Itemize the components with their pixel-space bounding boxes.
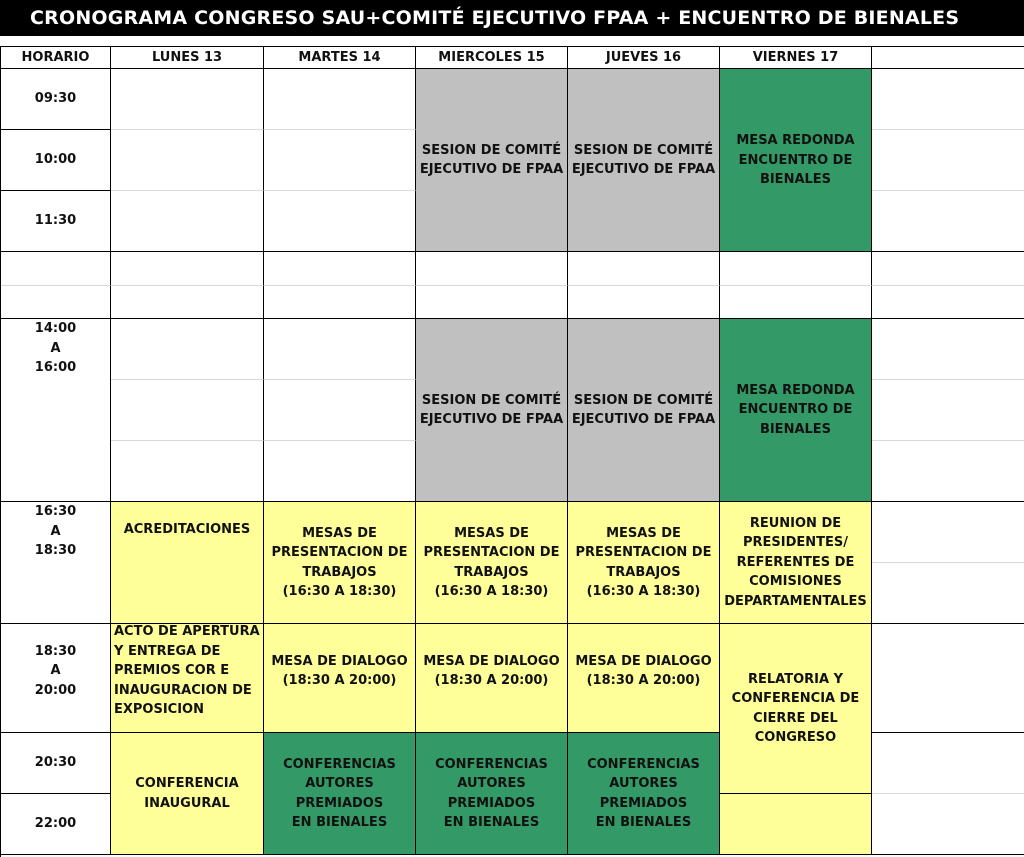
event-acreditaciones: ACREDITACIONES <box>111 502 264 624</box>
event-mesas-presentacion-thursday: MESAS DE PRESENTACION DE TRABAJOS (16:30 A 18:30) <box>568 502 720 624</box>
header-extra <box>872 47 1024 69</box>
time-1830-2000: 18:30 A 20:00 <box>1 624 111 733</box>
empty-cell <box>416 252 568 286</box>
empty-cell <box>720 794 872 855</box>
empty-cell <box>416 286 568 319</box>
event-comite-morning-wednesday: SESION DE COMITÉ EJECUTIVO DE FPAA <box>416 69 568 252</box>
empty-cell <box>872 69 1024 130</box>
header-horario: HORARIO <box>1 47 111 69</box>
event-mesa-dialogo-tuesday: MESA DE DIALOGO (18:30 A 20:00) <box>264 624 416 733</box>
empty-cell <box>111 69 264 130</box>
header-tuesday: MARTES 14 <box>264 47 416 69</box>
empty-cell <box>720 252 872 286</box>
empty-cell <box>264 441 416 502</box>
time-0930: 09:30 <box>1 69 111 130</box>
event-conferencias-autores-tuesday: CONFERENCIAS AUTORES PREMIADOS EN BIENALES <box>264 733 416 855</box>
empty-cell <box>872 380 1024 441</box>
empty-cell <box>111 191 264 252</box>
event-relatoria-cierre: RELATORIA Y CONFERENCIA DE CIERRE DEL CONGRESO <box>720 624 872 794</box>
empty-cell <box>264 130 416 191</box>
empty-cell <box>872 191 1024 252</box>
event-conferencia-inaugural: CONFERENCIA INAUGURAL <box>111 733 264 855</box>
time-1000: 10:00 <box>1 130 111 191</box>
empty-cell <box>872 502 1024 563</box>
event-mesa-redonda-afternoon: MESA REDONDA ENCUENTRO DE BIENALES <box>720 319 872 502</box>
event-conferencias-autores-wednesday: CONFERENCIAS AUTORES PREMIADOS EN BIENALES <box>416 733 568 855</box>
empty-cell <box>872 286 1024 319</box>
empty-cell <box>568 286 720 319</box>
schedule-grid <box>0 46 1024 857</box>
event-comite-morning-thursday: SESION DE COMITÉ EJECUTIVO DE FPAA <box>568 69 720 252</box>
empty-cell <box>872 563 1024 624</box>
empty-cell <box>264 252 416 286</box>
empty-cell <box>111 319 264 380</box>
empty-cell <box>264 191 416 252</box>
empty-cell <box>872 130 1024 191</box>
empty-cell <box>264 69 416 130</box>
empty-cell <box>111 252 264 286</box>
empty-cell <box>264 286 416 319</box>
header-thursday: JUEVES 16 <box>568 47 720 69</box>
empty-cell <box>264 319 416 380</box>
empty-cell <box>720 286 872 319</box>
header-wednesday: MIERCOLES 15 <box>416 47 568 69</box>
empty-cell <box>872 319 1024 380</box>
empty-cell <box>872 794 1024 855</box>
empty-cell <box>264 380 416 441</box>
empty-cell <box>1 252 111 286</box>
empty-cell <box>872 733 1024 794</box>
header-friday: VIERNES 17 <box>720 47 872 69</box>
header-monday: LUNES 13 <box>111 47 264 69</box>
empty-cell <box>111 286 264 319</box>
event-acto-apertura: ACTO DE APERTURA Y ENTREGA DE PREMIOS COR E INAUGURACION DE EXPOSICION <box>111 624 264 733</box>
time-1130: 11:30 <box>1 191 111 252</box>
time-2030: 20:30 <box>1 733 111 794</box>
empty-cell <box>111 130 264 191</box>
empty-cell <box>872 624 1024 733</box>
event-comite-afternoon-wednesday: SESION DE COMITÉ EJECUTIVO DE FPAA <box>416 319 568 502</box>
empty-cell <box>111 441 264 502</box>
page-title: CRONOGRAMA CONGRESO SAU+COMITÉ EJECUTIVO FPAA + ENCUENTRO DE BIENALES <box>0 0 1024 36</box>
empty-cell <box>111 380 264 441</box>
empty-cell <box>1 286 111 319</box>
event-mesa-dialogo-thursday: MESA DE DIALOGO (18:30 A 20:00) <box>568 624 720 733</box>
event-conferencias-autores-thursday: CONFERENCIAS AUTORES PREMIADOS EN BIENALES <box>568 733 720 855</box>
time-1400-1600: 14:00 A 16:00 <box>1 319 111 502</box>
empty-cell <box>872 252 1024 286</box>
time-1630-1830: 16:30 A 18:30 <box>1 502 111 624</box>
time-2200: 22:00 <box>1 794 111 855</box>
empty-cell <box>568 252 720 286</box>
event-mesas-presentacion-tuesday: MESAS DE PRESENTACION DE TRABAJOS (16:30 A 18:30) <box>264 502 416 624</box>
event-mesas-presentacion-wednesday: MESAS DE PRESENTACION DE TRABAJOS (16:30 A 18:30) <box>416 502 568 624</box>
event-mesa-redonda-morning: MESA REDONDA ENCUENTRO DE BIENALES <box>720 69 872 252</box>
event-reunion-presidentes: REUNION DE PRESIDENTES/ REFERENTES DE COMISIONES DEPARTAMENTALES <box>720 502 872 624</box>
event-comite-afternoon-thursday: SESION DE COMITÉ EJECUTIVO DE FPAA <box>568 319 720 502</box>
event-mesa-dialogo-wednesday: MESA DE DIALOGO (18:30 A 20:00) <box>416 624 568 733</box>
empty-cell <box>872 441 1024 502</box>
